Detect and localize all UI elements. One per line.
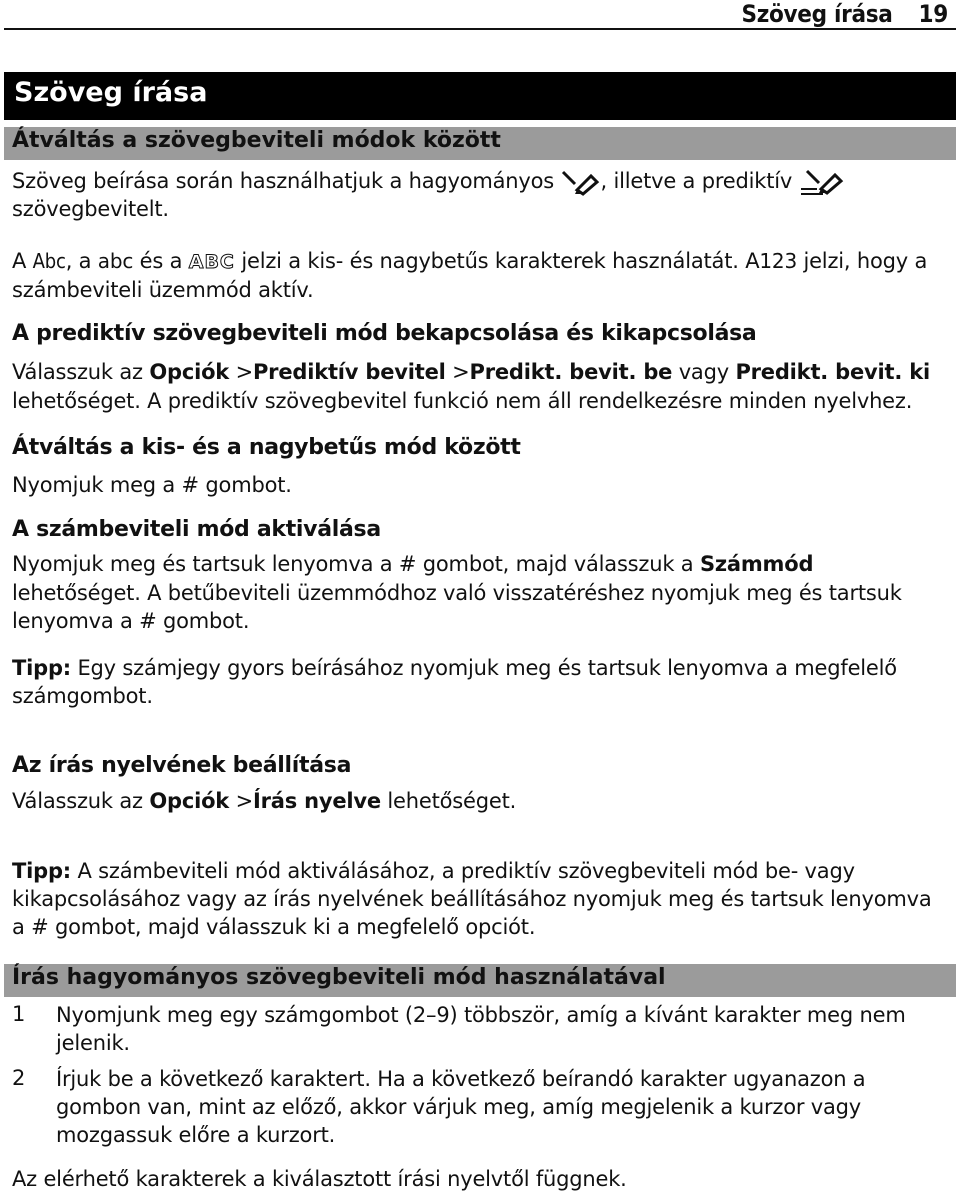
- list-item-continued: mozgassuk előre a kurzort.: [56, 1123, 336, 1147]
- chapter-title-bar: [4, 72, 956, 120]
- tip-continued: kikapcsolásához vagy az írás nyelvének beállításához nyomjuk meg és tartsuk lenyomva: [12, 887, 932, 911]
- menu-item-predictive-on: Predikt. bevit. be: [469, 360, 673, 384]
- text: jelzi a kis- és nagybetűs karakterek használatát. A: [241, 249, 760, 273]
- text: Szöveg beírása során használhatjuk a hagyományos: [12, 169, 555, 193]
- menu-item-predictive-off: Predikt. bevit. ki: [735, 360, 931, 384]
- tip-label: Tipp:: [12, 656, 71, 680]
- chapter-title: Szöveg írása: [14, 77, 208, 108]
- page-number: 19: [918, 0, 948, 28]
- text: jelzi, hogy a: [803, 249, 928, 273]
- list-item-number: 1: [12, 1002, 26, 1026]
- tip: [12, 655, 897, 682]
- text: Válasszuk az: [12, 789, 143, 813]
- separator: >: [235, 789, 253, 813]
- instruction: [12, 551, 813, 578]
- section-heading: Átváltás a szövegbeviteli módok között: [12, 128, 501, 153]
- case-indicator-abc-title: Abc: [32, 249, 66, 273]
- section-heading-bar-traditional-input: [4, 964, 956, 997]
- footnote: Az elérhető karakterek a kiválasztott írási nyelvtől függnek.: [12, 1167, 627, 1191]
- paragraph-continued: számbeviteli üzemmód aktív.: [12, 278, 314, 302]
- tip-label: Tipp:: [12, 859, 71, 883]
- text: Egy számjegy gyors beírásához nyomjuk meg és tartsuk lenyomva a megfelelő: [77, 656, 897, 680]
- section-heading: Átváltás a kis- és a nagybetűs mód között: [12, 435, 521, 460]
- running-header-section: Szöveg írása: [741, 0, 893, 28]
- text: A számbeviteli mód aktiválásához, a prediktív szövegbeviteli mód be- vagy: [77, 859, 855, 883]
- tip-continued: számgombot.: [12, 684, 153, 708]
- tip: [12, 858, 855, 885]
- running-header: [741, 0, 948, 28]
- separator: >: [452, 360, 470, 384]
- text: , a: [65, 249, 92, 273]
- menu-item-number-mode: Számmód: [699, 552, 814, 576]
- text: Nyomjuk meg és tartsuk lenyomva a # gombot, majd válasszuk a: [12, 552, 694, 576]
- menu-item-options: Opciók: [149, 789, 230, 813]
- text: , illetve a prediktív: [600, 169, 793, 193]
- traditional-input-icon: [561, 168, 601, 196]
- text: Válasszuk az: [12, 360, 143, 384]
- instruction-continued: lehetőséget. A betűbeviteli üzemmódhoz való visszatéréshez nyomjuk meg és tartsuk: [12, 581, 902, 605]
- instruction-continued: lehetőséget. A prediktív szövegbevitel funkció nem áll rendelkezésre minden nyelvhez.: [12, 389, 913, 413]
- list-item-number: 2: [12, 1066, 26, 1090]
- list-item-continued: jelenik.: [56, 1031, 130, 1055]
- section-heading-bar-input-modes: [4, 127, 956, 160]
- tip-continued: a # gombot, majd válasszuk ki a megfelelő opciót.: [12, 915, 536, 939]
- paragraph: [12, 167, 845, 197]
- section-heading: A prediktív szövegbeviteli mód bekapcsolása és kikapcsolása: [12, 321, 757, 346]
- header-rule: [4, 28, 956, 30]
- list-item: Írjuk be a következő karaktert. Ha a következő beírandó karakter ugyanazon a: [56, 1067, 866, 1091]
- list-item: Nyomjunk meg egy számgombot (2–9) többször, amíg a kívánt karakter meg nem: [56, 1003, 906, 1027]
- text: vagy: [678, 360, 729, 384]
- text: lehetőséget.: [387, 789, 517, 813]
- text: és a: [139, 249, 183, 273]
- number-mode-indicator: 123: [759, 249, 797, 273]
- menu-item-writing-language: Írás nyelve: [252, 789, 381, 813]
- case-indicator-abc-lower: abc: [97, 249, 134, 273]
- predictive-input-icon: [799, 167, 845, 197]
- text: A: [12, 249, 27, 273]
- paragraph-continued: szövegbevitelt.: [12, 197, 169, 221]
- instruction: [12, 788, 516, 815]
- separator: >: [235, 360, 253, 384]
- case-indicator-abc-upper: ABC: [188, 251, 235, 273]
- instruction: Nyomjuk meg a # gombot.: [12, 473, 292, 497]
- menu-item-options: Opciók: [149, 360, 230, 384]
- menu-item-predictive-input: Prediktív bevitel: [252, 360, 446, 384]
- section-heading: Írás hagyományos szövegbeviteli mód használatával: [12, 965, 666, 990]
- instruction: [12, 359, 930, 386]
- section-heading: Az írás nyelvének beállítása: [12, 753, 352, 778]
- list-item-continued: gombon van, mint az előző, akkor várjuk meg, amíg megjelenik a kurzor vagy: [56, 1095, 862, 1119]
- instruction-continued: lenyomva a # gombot.: [12, 609, 250, 633]
- paragraph: [12, 248, 927, 276]
- section-heading: A számbeviteli mód aktiválása: [12, 517, 381, 542]
